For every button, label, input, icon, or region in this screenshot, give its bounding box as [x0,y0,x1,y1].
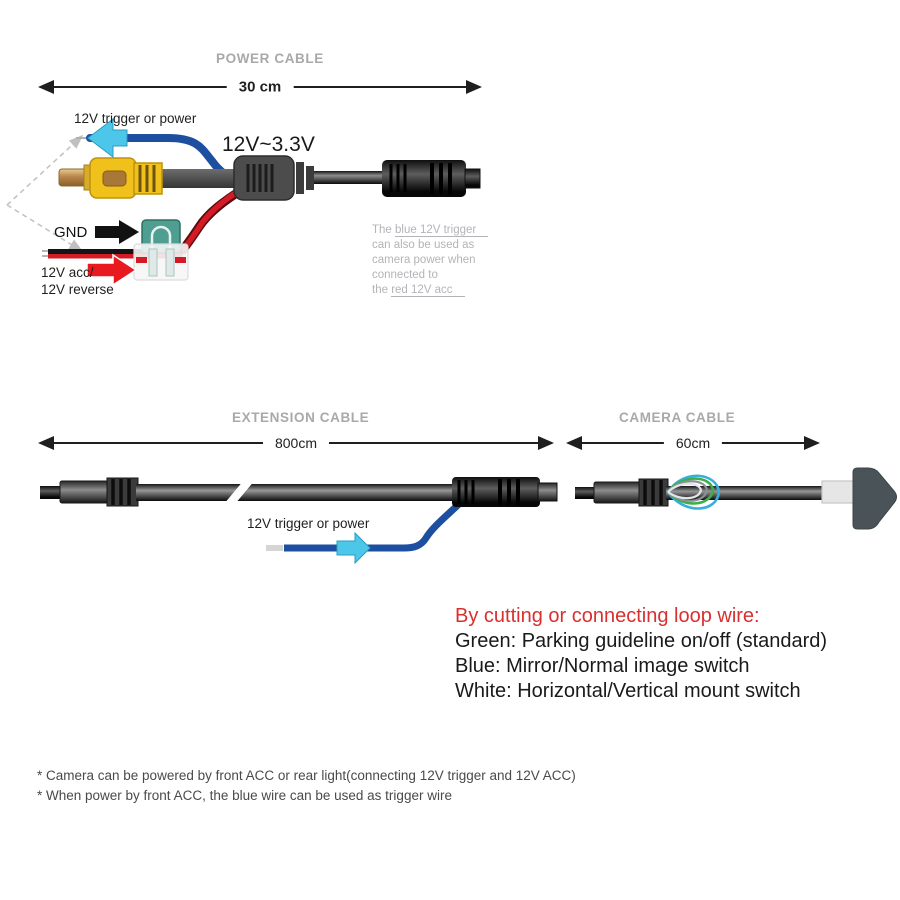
fuse-wire-left-mark [136,257,147,263]
loop-wire-item-white: White: Horizontal/Vertical mount switch [455,680,801,702]
center-converter-connector [234,156,314,200]
extension-cable-body [136,484,456,501]
loop-wire-item-green: Green: Parking guideline on/off (standard) [455,630,828,652]
acc-label-line1: 12V acc/ [41,265,94,280]
fuse-leg-right [166,249,174,276]
voltage-label: 12V~3.3V [222,133,315,156]
rca-inner-detail [103,171,126,186]
footnotes [37,766,576,805]
camera-sleeve [822,481,855,503]
extension-cable-length-label: 800cm [263,435,329,451]
note-line-5-underlined: red 12V acc [391,284,464,297]
barrel-plug-body [382,160,466,197]
power-cable-dimension [38,79,482,95]
extension-right-tip [538,483,557,501]
fuse-leg-left [149,249,157,276]
extension-left-body [60,481,110,503]
loop-wire-item-blue: Blue: Mirror/Normal image switch [455,655,750,677]
dimension-arrowhead-right-icon [804,436,820,450]
dimension-arrowhead-left-icon [38,436,54,450]
footnote-1: * Camera can be powered by front ACC or rear light(connecting 12V trigger and 12V ACC) [37,768,576,783]
extension-trigger-wire-label: 12V trigger or power [247,516,370,531]
gnd-black-arrow-icon [95,220,139,244]
red-right-arrow-icon [87,255,136,285]
barrel-plug-tip [465,169,480,188]
rca-connector [59,158,162,198]
note-line-1 [372,223,490,238]
loop-wire-instructions [455,604,827,704]
extension-wire-stripped-tip [266,545,283,551]
gnd-label: GND [54,224,88,241]
power-note [372,223,490,298]
extension-left-tip [40,486,62,499]
power-trigger-wire-label: 12V trigger or power [74,111,197,126]
acc-label-line2: 12V reverse [41,282,114,297]
note-line-1-prefix: The [372,224,396,236]
camera-plug-tip [575,487,596,499]
dimension-arrowhead-left-icon [566,436,582,450]
camera-cable-drawing [575,468,897,529]
power-cable-body [158,169,243,188]
dimension-arrowhead-left-icon [38,80,54,94]
extension-cable-title: EXTENSION CABLE [232,410,370,425]
extension-blue-wire [366,504,459,548]
note-line-2: can also be used as [372,239,475,251]
converter-body [234,156,294,200]
camera-cable-length-label: 60cm [664,435,722,451]
camera-head [853,468,897,529]
camera-cable-dimension [566,435,820,451]
power-cable-length-label: 30 cm [227,79,294,96]
note-line-5-prefix: the [372,284,392,296]
power-cable-title: POWER CABLE [216,51,324,66]
converter-step-2 [306,166,314,190]
fuse-assembly [134,220,188,280]
power-thin-cable [314,171,388,184]
note-line-5 [372,283,490,298]
cyan-right-arrow-icon [337,533,370,563]
note-line-1-underlined: blue 12V trigger [395,224,488,237]
loop-wire-heading: By cutting or connecting loop wire: [455,605,760,627]
note-line-3: camera power when [372,254,476,266]
converter-step-1 [296,162,304,194]
camera-plug-body [594,482,641,503]
dimension-arrowhead-right-icon [466,80,482,94]
footnote-2: * When power by front ACC, the blue wire can be used as trigger wire [37,787,452,803]
note-line-4: connected to [372,269,438,281]
power-barrel-plug [382,160,480,197]
dimension-arrowhead-right-icon [538,436,554,450]
extension-cable-dimension [38,435,554,451]
fuse-wire-right-mark [175,257,186,263]
camera-cable-title: CAMERA CABLE [619,410,736,425]
